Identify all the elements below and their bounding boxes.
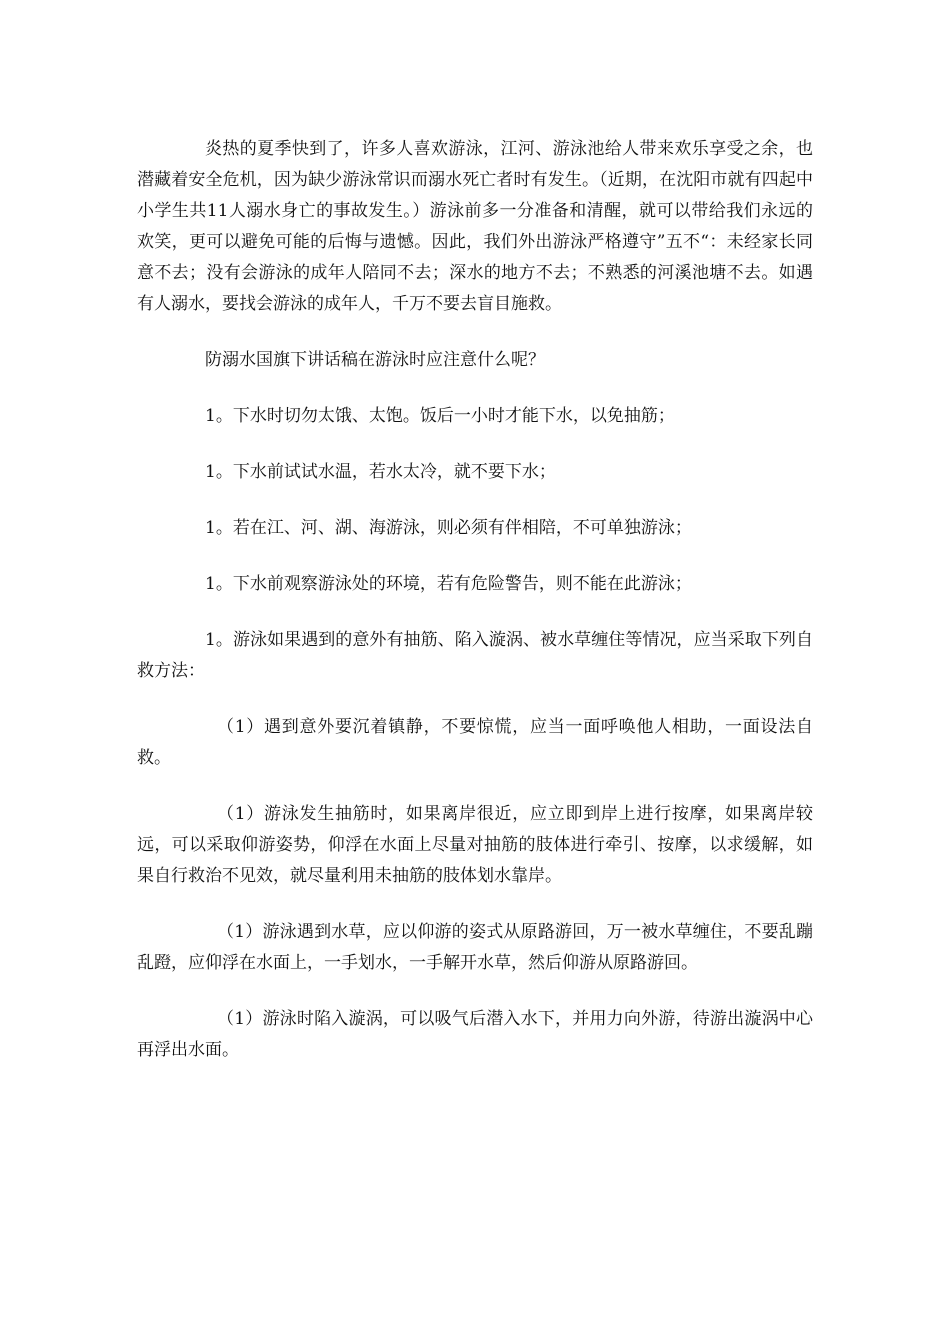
sub-list-item: （1）游泳遇到水草，应以仰游的姿式从原路游回，万一被水草缠住，不要乱蹦乱蹬，应仰浮在水面上，一手划水，一手解开水草，然后仰游从原路游回。 bbox=[137, 922, 813, 973]
list-item: 1。下水前试试水温，若水太冷，就不要下水； bbox=[205, 462, 556, 482]
paragraph-question: 防溺水国旗下讲话稿在游泳时应注意什么呢？ bbox=[205, 350, 545, 370]
paragraph-intro: 炎热的夏季快到了，许多人喜欢游泳，江河、游泳池给人带来欢乐享受之余，也潜藏着安全危机，因为缺少游泳常识而溺水死亡者时有发生。（近期，在沈阳市就有四起中小学生共11人溺水身亡的事故发生。）游泳前多一分准备和清醒，就可以带给我们永远的欢笑，更可以避免可能的后悔与遗憾。因此，我们外出游泳严格遵守”五不“：未经家长同意不去；没有会游泳的成年人陪同不去；深水的地方不去；不熟悉的河溪池塘不去。如遇有人溺水，要找会游泳的成年人，千万不要去盲目施救。 bbox=[137, 139, 813, 314]
sub-list-item: （1）遇到意外要沉着镇静，不要惊慌，应当一面呼唤他人相助，一面设法自救。 bbox=[137, 717, 813, 768]
sub-list-item: （1）游泳时陷入漩涡，可以吸气后潜入水下，并用力向外游，待游出漩涡中心再浮出水面。 bbox=[137, 1009, 813, 1060]
list-item: 1。若在江、河、湖、海游泳，则必须有伴相陪，不可单独游泳； bbox=[205, 518, 692, 538]
document-body bbox=[137, 134, 813, 1091]
list-item: 1。游泳如果遇到的意外有抽筋、陷入漩涡、被水草缠住等情况，应当采取下列自救方法： bbox=[137, 630, 813, 681]
list-item: 1。下水时切勿太饿、太饱。饭后一小时才能下水，以免抽筋； bbox=[205, 406, 675, 426]
sub-list-item: （1）游泳发生抽筋时，如果离岸很近，应立即到岸上进行按摩，如果离岸较远，可以采取仰游姿势，仰浮在水面上尽量对抽筋的肢体进行牵引、按摩，以求缓解，如果自行救治不见效，就尽量利用未抽筋的肢体划水靠岸。 bbox=[137, 804, 813, 886]
list-item: 1。下水前观察游泳处的环境，若有危险警告，则不能在此游泳； bbox=[205, 574, 692, 594]
